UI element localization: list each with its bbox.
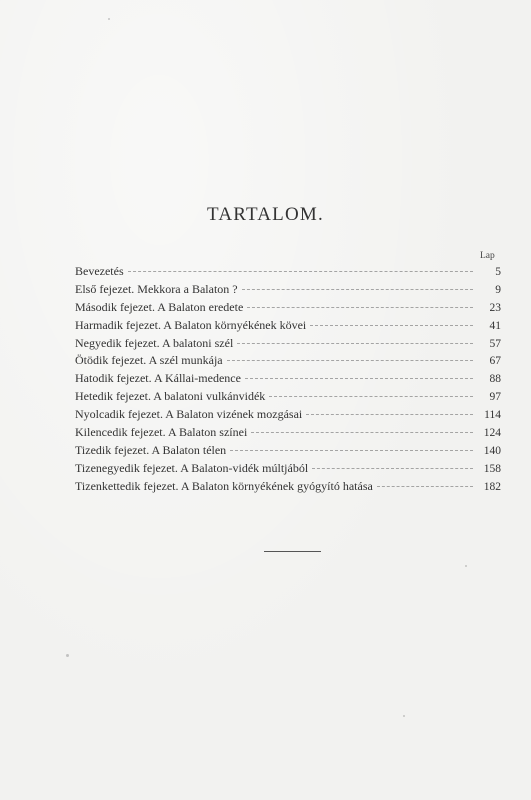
dot-leader — [377, 485, 473, 487]
toc-entry-page: 67 — [489, 355, 501, 368]
toc-entry — [75, 353, 501, 371]
print-speck — [403, 715, 405, 717]
print-speck — [66, 654, 69, 657]
toc-entry — [75, 425, 501, 443]
dot-leader — [306, 413, 473, 415]
toc-entry — [75, 300, 501, 318]
end-rule — [264, 551, 321, 552]
toc-entry-page: 124 — [483, 427, 501, 440]
dot-leader — [251, 431, 473, 433]
toc-entry — [75, 282, 501, 300]
toc-entry-page: 5 — [495, 266, 501, 278]
page-column-header: Lap — [480, 251, 495, 261]
toc-entry-label: Tizedik fejezet. A Balaton télen — [75, 442, 227, 457]
dot-leader — [310, 324, 473, 326]
dot-leader — [128, 270, 473, 272]
toc-entry — [75, 407, 501, 425]
toc-entry-page: 23 — [489, 301, 501, 314]
page-title: TARTALOM. — [207, 204, 324, 225]
toc-entry-page: 57 — [489, 337, 501, 350]
toc-entry — [75, 479, 501, 497]
toc-entry-label: Negyedik fejezet. A balatoni szél — [75, 335, 234, 350]
toc-entry-page: 41 — [489, 319, 501, 332]
toc-entry-page: 97 — [489, 391, 501, 404]
toc-entry-label: Második fejezet. A Balaton eredete — [75, 299, 244, 314]
toc-entry — [75, 371, 501, 389]
dot-leader — [242, 288, 473, 290]
toc-entry-label: Első fejezet. Mekkora a Balaton ? — [75, 281, 238, 296]
toc-entry — [75, 318, 501, 336]
dot-leader — [312, 467, 473, 469]
table-of-contents — [75, 264, 501, 497]
toc-entry-page: 88 — [489, 373, 501, 386]
toc-entry — [75, 461, 501, 479]
dot-leader — [227, 359, 473, 361]
toc-entry-label: Hetedik fejezet. A balatoni vulkánvidék — [75, 389, 266, 404]
toc-entry-page: 9 — [495, 283, 501, 296]
print-speck — [465, 565, 467, 567]
toc-entry-label: Harmadik fejezet. A Balaton környékének kövei — [75, 317, 307, 332]
toc-entry-label: Hatodik fejezet. A Kállai-medence — [75, 371, 241, 386]
print-speck — [108, 18, 110, 20]
dot-leader — [230, 449, 473, 451]
toc-entry-page: 140 — [483, 444, 501, 457]
toc-entry-label: Tizenkettedik fejezet. A Balaton környékének gyógyító hatása — [75, 478, 373, 493]
dot-leader — [237, 342, 473, 344]
toc-entry-label: Tizenegyedik fejezet. A Balaton-vidék múltjából — [75, 460, 309, 475]
toc-entry — [75, 264, 501, 282]
toc-entry — [75, 336, 501, 354]
dot-leader — [247, 306, 473, 308]
toc-entry-page: 158 — [483, 462, 501, 475]
dot-leader — [245, 377, 473, 379]
toc-entry-label: Kilencedik fejezet. A Balaton színei — [75, 425, 248, 440]
toc-entry-page: 114 — [484, 409, 501, 422]
dot-leader — [269, 395, 473, 397]
toc-entry-label: Bevezetés — [75, 264, 124, 278]
toc-entry-label: Nyolcadik fejezet. A Balaton vizének mozgásai — [75, 407, 303, 422]
toc-entry-label: Ötödik fejezet. A szél munkája — [75, 353, 223, 368]
toc-entry-page: 182 — [483, 480, 501, 493]
toc-entry — [75, 389, 501, 407]
toc-entry — [75, 443, 501, 461]
